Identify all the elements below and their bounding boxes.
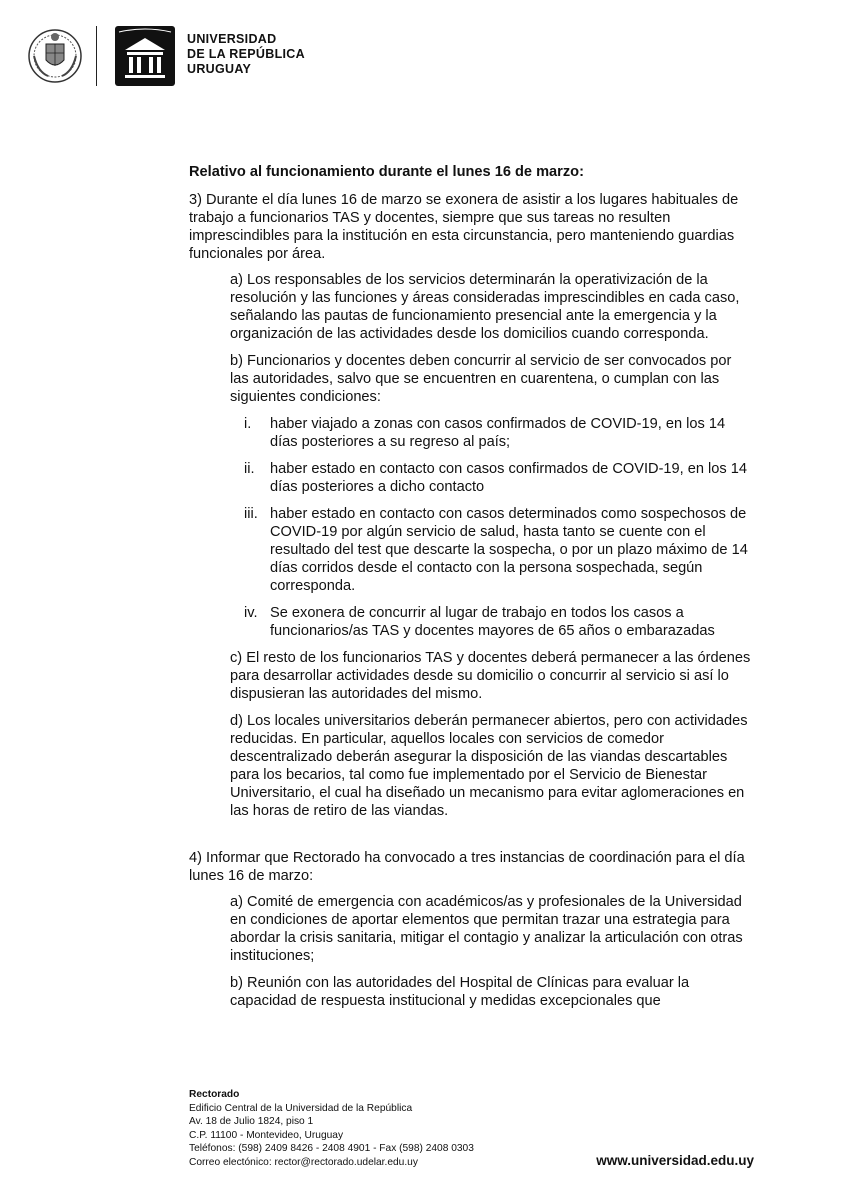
list-item-number: ii.	[244, 461, 255, 477]
university-name-line1: UNIVERSIDAD	[187, 32, 277, 46]
paragraph-4-intro: 4) Informar que Rectorado ha convocado a tres instancias de coordinación para el día lunes 16 de marzo:	[189, 850, 745, 884]
paragraph-3b: b) Funcionarios y docentes deben concurrir al servicio de ser convocados por las autoridades, salvo que se encuentren en cuarentena, o cumplan con las siguientes condiciones:	[230, 353, 732, 405]
section-heading: Relativo al funcionamiento durante el lunes 16 de marzo:	[189, 164, 584, 180]
conditions-list	[230, 415, 754, 640]
footer-line: Correo electónico: rector@rectorado.udelar.edu.uy	[189, 1156, 418, 1168]
paragraph-3-subitems	[230, 271, 754, 406]
list-item	[230, 604, 754, 640]
paragraph-3a: a) Los responsables de los servicios determinarán la operativización de la resolución y las funciones y áreas consideradas imprescindibles en cada caso, señalando las pautas de funcionamiento presencial ante la emergencia y la organización de las actividades desde los domicilios cuando corresponda.	[230, 272, 740, 342]
list-item-text: haber viajado a zonas con casos confirmados de COVID-19, en los 14 días posteriores a su regreso al país;	[270, 416, 726, 450]
footer-line: Av. 18 de Julio 1824, piso 1	[189, 1116, 314, 1127]
paragraph-3d: d) Los locales universitarios deberán permanecer abiertos, pero con actividades reducidas. En particular, aquellos locales con servicios de comedor descentralizado deberán asegurar la disposición de las viandas descartables para los becarios, tal como fue implementado por el Servicio de Bienestar Universitario, el cual ha diseñado un mecanismo para evitar aglomeraciones en las horas de retiro de las viandas.	[230, 713, 748, 819]
list-item-text: Se exonera de concurrir al lugar de trabajo en todos los casos a funcionarios/as TAS y docentes mayores de 65 años o embarazadas	[270, 605, 715, 639]
university-name-line3: URUGUAY	[187, 62, 252, 76]
list-item-number: iv.	[244, 605, 258, 621]
list-item	[230, 505, 754, 595]
footer-line: Edificio Central de la Universidad de la República	[189, 1102, 413, 1114]
paragraph-4-subitems	[230, 893, 754, 1010]
list-item-text: haber estado en contacto con casos determinados como sospechosos de COVID-19 por algún servicio de salud, hasta tanto se cuente con el resultado del test que descarte la sospecha, o por un plazo máximo de 14 días corridos desde el contacto con la persona sospechada, según corresponda.	[270, 506, 748, 594]
footer-line: Teléfonos: (598) 2409 8426 - 2408 4901 - Fax (598) 2408 0303	[189, 1143, 474, 1154]
header-divider	[96, 26, 97, 86]
list-item-number: iii.	[244, 506, 258, 522]
paragraph-3c: c) El resto de los funcionarios TAS y docentes deberá permanecer a las órdenes para desarrollar actividades desde su domicilio o concurrir al servicio si así lo dispusieran las autoridades del mismo.	[230, 650, 751, 702]
letterhead	[24, 24, 424, 88]
footer-line: C.P. 11100 - Montevideo, Uruguay	[189, 1129, 344, 1141]
document-body	[189, 163, 754, 1019]
footer-title: Rectorado	[189, 1089, 240, 1100]
footer-address	[189, 1088, 474, 1169]
university-logo	[115, 26, 175, 86]
coat-of-arms-seal	[26, 26, 84, 86]
university-name-line2: DE LA REPÚBLICA	[187, 47, 305, 61]
list-item	[230, 460, 754, 496]
paragraph-4a: a) Comité de emergencia con académicos/as y profesionales de la Universidad en condiciones de aportar elementos que permitan trazar una estrategia para abordar la crisis sanitaria, mitigar el contagio y analizar la articulación con otras instituciones;	[230, 894, 743, 964]
paragraph-3-subitems-cont	[230, 649, 754, 820]
university-name	[187, 32, 305, 77]
website-link[interactable]: www.universidad.edu.uy	[596, 1153, 754, 1168]
list-item-number: i.	[244, 416, 252, 432]
list-item	[230, 415, 754, 451]
paragraph-4b: b) Reunión con las autoridades del Hospital de Clínicas para evaluar la capacidad de respuesta institucional y medidas excepcionales que	[230, 975, 690, 1009]
list-item-text: haber estado en contacto con casos confirmados de COVID-19, en los 14 días posteriores a dicho contacto	[270, 461, 748, 495]
spacer	[189, 829, 754, 849]
paragraph-3-intro: 3) Durante el día lunes 16 de marzo se exonera de asistir a los lugares habituales de trabajo a funcionarios TAS y docentes, siempre que sus tareas no resulten imprescindibles para la institución en esta circunstancia, pero manteniendo guardias funcionales por área.	[189, 192, 739, 262]
